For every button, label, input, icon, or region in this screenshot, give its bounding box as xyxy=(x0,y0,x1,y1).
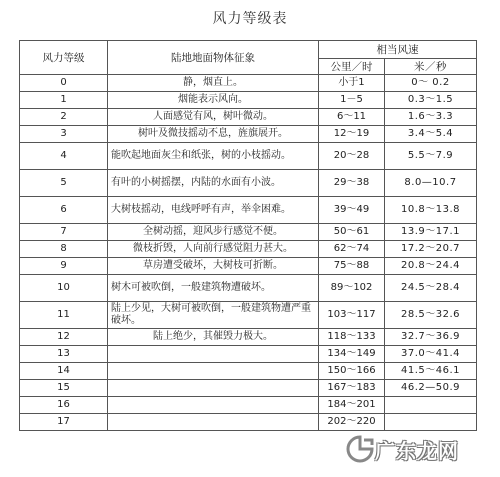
table-row xyxy=(20,346,477,363)
level-cell: 6 xyxy=(20,197,108,224)
table-row xyxy=(20,92,477,109)
description-cell: 大树枝摇动，电线呼呼有声，举伞困难。 xyxy=(108,197,319,224)
kmh-cell: 202～220 xyxy=(319,414,385,431)
table-row xyxy=(20,197,477,224)
table-row xyxy=(20,302,477,329)
header-description: 陆地地面物体征象 xyxy=(108,41,319,75)
description-cell: 陆上绝少，其催毁力极大。 xyxy=(108,329,319,346)
description-cell: 草房遭受破坏，大树枝可折断。 xyxy=(108,258,319,275)
ms-cell: 46.2—50.9 xyxy=(385,380,477,397)
table-row xyxy=(20,275,477,302)
kmh-cell: 75～88 xyxy=(319,258,385,275)
description-cell: 有叶的小树摇摆，内陆的水面有小波。 xyxy=(108,170,319,197)
level-cell: 3 xyxy=(20,126,108,143)
watermark-text: 广东龙网 xyxy=(375,438,459,463)
description-cell: 能吹起地面灰尘和纸张，树的小枝摇动。 xyxy=(108,143,319,170)
description-cell: 全树动摇，迎风步行感觉不便。 xyxy=(108,224,319,241)
ms-cell: 13.9～17.1 xyxy=(385,224,477,241)
table-row xyxy=(20,363,477,380)
ms-cell: 8.0—10.7 xyxy=(385,170,477,197)
table-row xyxy=(20,397,477,414)
header-kmh: 公里／时 xyxy=(319,59,385,75)
ms-cell: 10.8～13.8 xyxy=(385,197,477,224)
table-row xyxy=(20,329,477,346)
table-row xyxy=(20,126,477,143)
kmh-cell: 89～102 xyxy=(319,275,385,302)
description-cell: 静，烟直上。 xyxy=(108,75,319,92)
table-row xyxy=(20,224,477,241)
description-cell: 微枝折毁，人向前行感觉阻力甚大。 xyxy=(108,241,319,258)
watermark xyxy=(345,432,485,466)
ms-cell: 0～ 0.2 xyxy=(385,75,477,92)
table-row xyxy=(20,143,477,170)
description-cell: 树叶及微技摇动不息，旌旗展开。 xyxy=(108,126,319,143)
level-cell: 15 xyxy=(20,380,108,397)
ms-cell: 17.2～20.7 xyxy=(385,241,477,258)
ms-cell: 37.0～41.4 xyxy=(385,346,477,363)
level-cell: 12 xyxy=(20,329,108,346)
kmh-cell: 20～28 xyxy=(319,143,385,170)
kmh-cell: 118～133 xyxy=(319,329,385,346)
level-cell: 8 xyxy=(20,241,108,258)
description-cell: 树木可被吹倒，一般建筑物遭破坏。 xyxy=(108,275,319,302)
level-cell: 10 xyxy=(20,275,108,302)
level-cell: 4 xyxy=(20,143,108,170)
kmh-cell: 167～183 xyxy=(319,380,385,397)
level-cell: 7 xyxy=(20,224,108,241)
ms-cell: 3.4～5.4 xyxy=(385,126,477,143)
level-cell: 1 xyxy=(20,92,108,109)
level-cell: 13 xyxy=(20,346,108,363)
kmh-cell: 62～74 xyxy=(319,241,385,258)
kmh-cell: 39～49 xyxy=(319,197,385,224)
ms-cell: 1.6～3.3 xyxy=(385,109,477,126)
ms-cell: 24.5～28.4 xyxy=(385,275,477,302)
ms-cell: 32.7～36.9 xyxy=(385,329,477,346)
description-cell: 人面感觉有风，树叶微动。 xyxy=(108,109,319,126)
kmh-cell: 29～38 xyxy=(319,170,385,197)
table-row xyxy=(20,109,477,126)
ms-cell: 0.3～1.5 xyxy=(385,92,477,109)
header-level: 风力等级 xyxy=(20,41,108,75)
level-cell: 11 xyxy=(20,302,108,329)
level-cell: 9 xyxy=(20,258,108,275)
table-row xyxy=(20,414,477,431)
description-cell xyxy=(108,363,319,380)
header-speed-group: 相当风速 xyxy=(319,41,477,59)
table-body xyxy=(20,75,477,431)
table-row xyxy=(20,170,477,197)
wind-scale-table xyxy=(19,40,477,431)
kmh-cell: 103～117 xyxy=(319,302,385,329)
description-cell xyxy=(108,414,319,431)
ms-cell: 20.8～24.4 xyxy=(385,258,477,275)
description-cell: 烟能表示风向。 xyxy=(108,92,319,109)
page-title: 风力等级表 xyxy=(212,11,288,27)
table-row xyxy=(20,380,477,397)
level-cell: 5 xyxy=(20,170,108,197)
site-logo-icon xyxy=(345,434,375,464)
level-cell: 0 xyxy=(20,75,108,92)
kmh-cell: 184～201 xyxy=(319,397,385,414)
level-cell: 14 xyxy=(20,363,108,380)
kmh-cell: 134～149 xyxy=(319,346,385,363)
kmh-cell: 6～11 xyxy=(319,109,385,126)
ms-cell: 5.5～7.9 xyxy=(385,143,477,170)
table-row xyxy=(20,258,477,275)
level-cell: 2 xyxy=(20,109,108,126)
table-row xyxy=(20,75,477,92)
ms-cell: 41.5～46.1 xyxy=(385,363,477,380)
description-cell xyxy=(108,397,319,414)
level-cell: 16 xyxy=(20,397,108,414)
ms-cell xyxy=(385,397,477,414)
description-cell xyxy=(108,380,319,397)
level-cell: 17 xyxy=(20,414,108,431)
ms-cell xyxy=(385,414,477,431)
ms-cell: 28.5～32.6 xyxy=(385,302,477,329)
kmh-cell: 小于1 xyxy=(319,75,385,92)
table-header xyxy=(20,41,477,75)
description-cell: 陆上少见，大树可被吹倒，一般建筑物遭严重破坏。 xyxy=(108,302,319,329)
kmh-cell: 12～19 xyxy=(319,126,385,143)
table-row xyxy=(20,241,477,258)
description-cell xyxy=(108,346,319,363)
kmh-cell: 50～61 xyxy=(319,224,385,241)
kmh-cell: 1－5 xyxy=(319,92,385,109)
kmh-cell: 150～166 xyxy=(319,363,385,380)
header-ms: 米／秒 xyxy=(385,59,477,75)
